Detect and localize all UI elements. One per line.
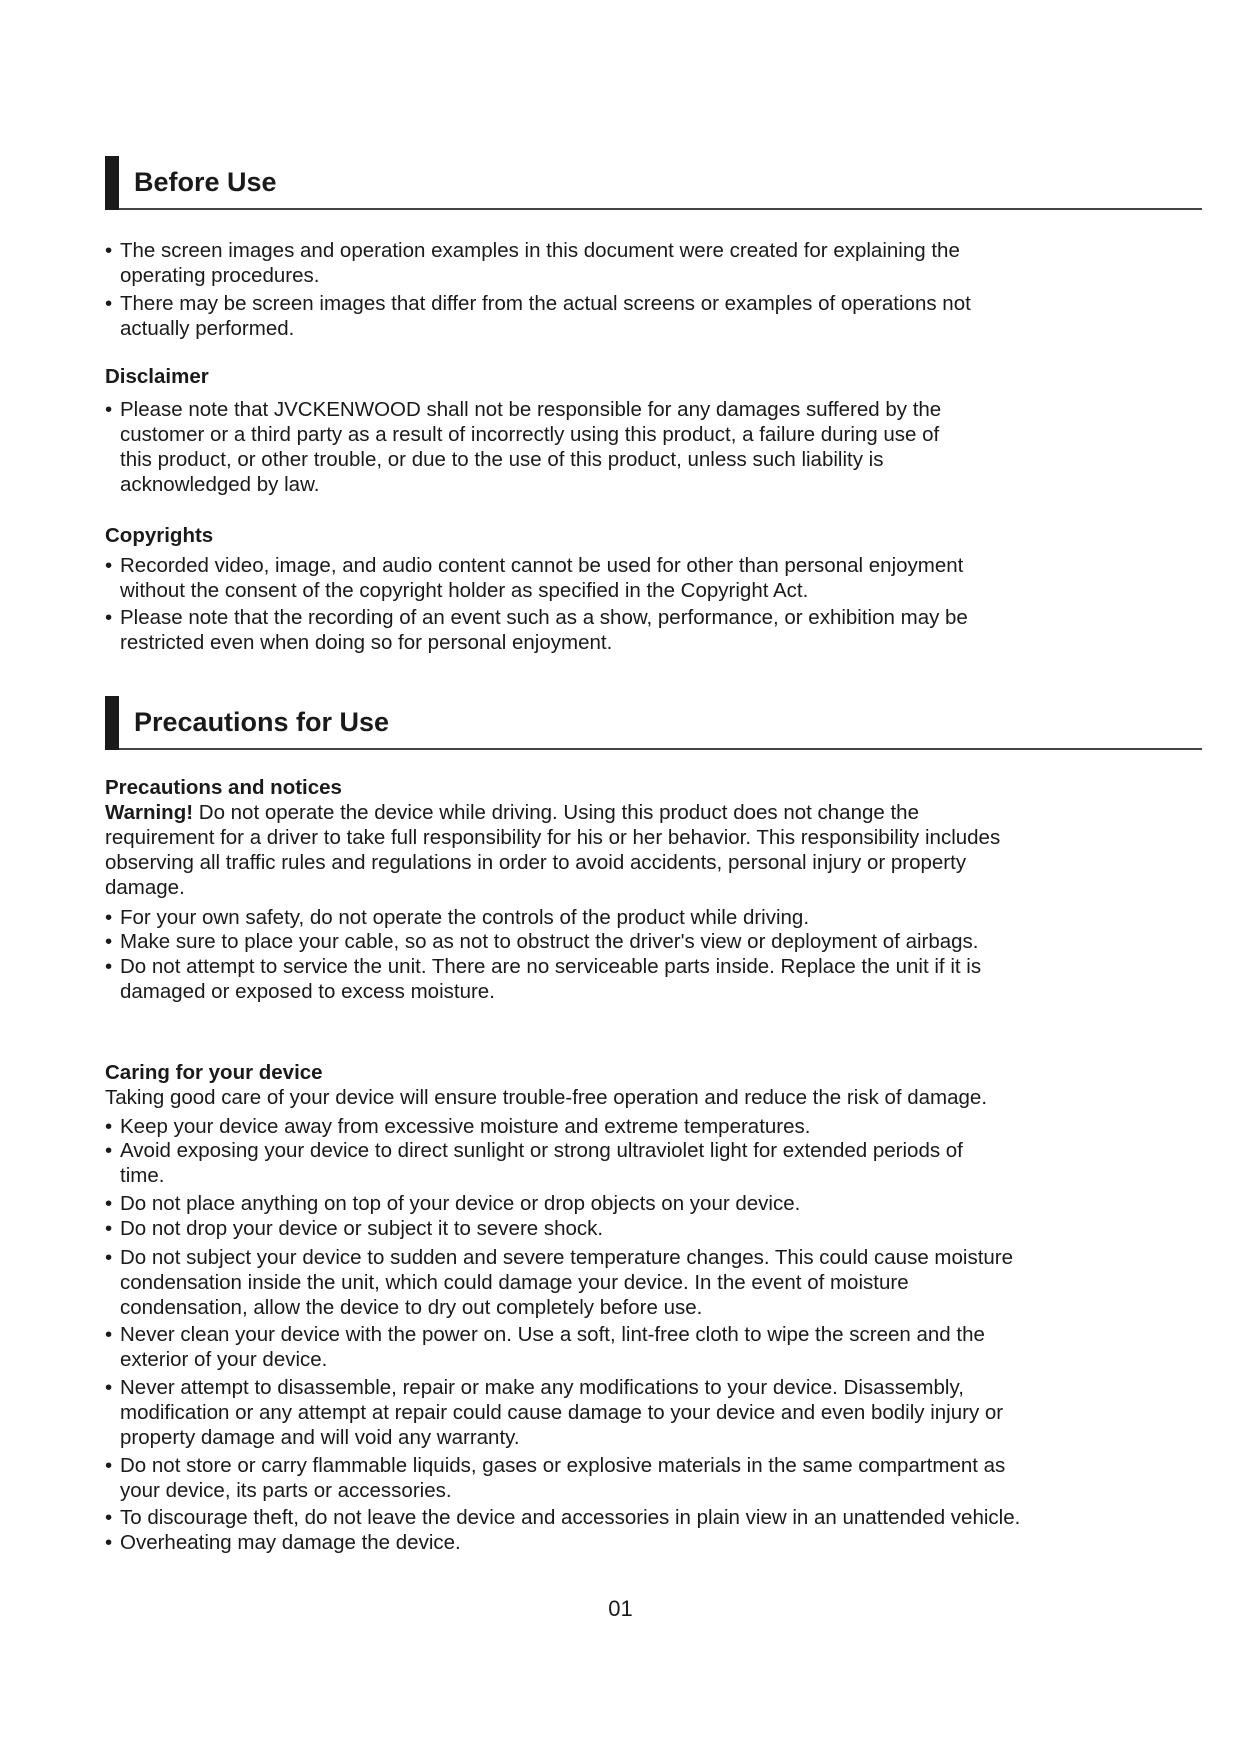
text-line: Copyrights: [105, 524, 214, 547]
text-line: without the consent of the copyright holder as specified in the Copyright Act.: [120, 579, 809, 602]
bullet-icon: •: [105, 906, 113, 929]
text-line: Avoid exposing your device to direct sunlight or strong ultraviolet light for extended periods of: [120, 1139, 963, 1162]
bullet-item: [105, 1191, 1205, 1216]
text-line: Keep your device away from excessive moisture and extreme temperatures.: [120, 1115, 811, 1138]
warning-label: Warning!: [105, 801, 194, 824]
bullet-item: [105, 954, 1205, 1004]
warning-paragraph: [105, 800, 1205, 900]
heading-bar-decoration: [105, 156, 119, 210]
text-line: Never attempt to disassemble, repair or make any modifications to your device. Disassembly,: [120, 1376, 964, 1399]
text-line: Do not place anything on top of your device or drop objects on your device.: [120, 1192, 801, 1215]
text-line: Caring for your device: [105, 1061, 323, 1084]
bullet-item: [105, 1114, 1205, 1139]
bullet-item: [105, 1505, 1205, 1530]
bullet-icon: •: [105, 1454, 113, 1477]
bullet-icon: •: [105, 1531, 113, 1554]
bullet-icon: •: [105, 1506, 113, 1529]
bullet-icon: •: [105, 1376, 113, 1399]
bullet-icon: •: [105, 1217, 113, 1240]
bullet-item: [105, 605, 1205, 655]
section-heading-text: Before Use: [134, 167, 277, 197]
bullet-item: [105, 929, 1205, 954]
text-line: Precautions and notices: [105, 776, 342, 799]
bullet-item: [105, 291, 1205, 341]
bullet-icon: •: [105, 554, 113, 577]
text-line: observing all traffic rules and regulations in order to avoid accidents, personal injury or property: [105, 851, 967, 874]
bullet-icon: •: [105, 1246, 113, 1269]
section-heading-text: Precautions for Use: [134, 707, 390, 737]
text-line: damaged or exposed to excess moisture.: [120, 980, 495, 1003]
text-line: The screen images and operation examples in this document were created for explaining the: [120, 239, 960, 262]
bullet-item: [105, 397, 1205, 497]
text-line: Recorded video, image, and audio content cannot be used for other than personal enjoyment: [120, 554, 964, 577]
text-line: There may be screen images that differ from the actual screens or examples of operations not: [120, 292, 971, 315]
bullet-item: [105, 238, 1205, 288]
bullet-item: [105, 905, 1205, 930]
bullet-icon: •: [105, 1192, 113, 1215]
text-line: Taking good care of your device will ensure trouble-free operation and reduce the risk of damage.: [105, 1086, 988, 1109]
bullet-item: [105, 1375, 1205, 1450]
subheading: [105, 364, 1205, 389]
bullet-item: [105, 1216, 1205, 1241]
text-line: property damage and will void any warranty.: [120, 1426, 520, 1449]
text-line: restricted even when doing so for personal enjoyment.: [120, 631, 613, 654]
subheading: [105, 1060, 1205, 1085]
text-line: this product, or other trouble, or due to the use of this product, unless such liability is: [120, 448, 884, 471]
bullet-icon: •: [105, 1115, 113, 1138]
text-line: requirement for a driver to take full responsibility for his or her behavior. This responsibility includes: [105, 826, 1001, 849]
text-line: Disclaimer: [105, 365, 209, 388]
heading-bar-decoration: [105, 696, 119, 750]
paragraph: [105, 1085, 1205, 1110]
text-line: [105, 800, 1205, 825]
text-line: your device, its parts or accessories.: [120, 1479, 452, 1502]
text-line: time.: [120, 1164, 165, 1187]
text-line: damage.: [105, 876, 185, 899]
text-line: For your own safety, do not operate the controls of the product while driving.: [120, 906, 810, 929]
text-line: Make sure to place your cable, so as not to obstruct the driver's view or deployment of airbags.: [120, 930, 979, 953]
bullet-icon: •: [105, 239, 113, 262]
bullet-icon: •: [105, 930, 113, 953]
text-line: Never clean your device with the power on. Use a soft, lint-free cloth to wipe the screen and the: [120, 1323, 985, 1346]
page-number: 01: [608, 1596, 633, 1621]
text-line: operating procedures.: [120, 264, 320, 287]
bullet-icon: •: [105, 292, 113, 315]
text-line: acknowledged by law.: [120, 473, 320, 496]
text-line: Please note that JVCKENWOOD shall not be responsible for any damages suffered by the: [120, 398, 942, 421]
section-heading: [105, 696, 1202, 750]
text-line: customer or a third party as a result of incorrectly using this product, a failure during use of: [120, 423, 940, 446]
bullet-item: [105, 1322, 1205, 1372]
bullet-item: [105, 1453, 1205, 1503]
bullet-item: [105, 553, 1205, 603]
subheading: [105, 523, 1205, 548]
text-line: exterior of your device.: [120, 1348, 328, 1371]
warning-text: Do not operate the device while driving. Using this product does not change the: [193, 801, 919, 824]
text-line: modification or any attempt at repair could cause damage to your device and even bodily injury or: [120, 1401, 1004, 1424]
text-line: Do not subject your device to sudden and severe temperature changes. This could cause moisture: [120, 1246, 1014, 1269]
text-line: Overheating may damage the device.: [120, 1531, 461, 1554]
bullet-icon: •: [105, 955, 113, 978]
subheading: [105, 775, 1205, 800]
text-line: Do not attempt to service the unit. There are no serviceable parts inside. Replace the unit if it is: [120, 955, 982, 978]
text-line: Do not store or carry flammable liquids, gases or explosive materials in the same compartment as: [120, 1454, 1006, 1477]
bullet-icon: •: [105, 1323, 113, 1346]
text-line: Please note that the recording of an event such as a show, performance, or exhibition may be: [120, 606, 968, 629]
section-heading: [105, 156, 1202, 210]
text-line: condensation, allow the device to dry out completely before use.: [120, 1296, 703, 1319]
bullet-icon: •: [105, 606, 113, 629]
text-line: Do not drop your device or subject it to severe shock.: [120, 1217, 604, 1240]
bullet-icon: •: [105, 398, 113, 421]
bullet-item: [105, 1530, 1205, 1555]
bullet-item: [105, 1245, 1205, 1320]
bullet-item: [105, 1138, 1205, 1188]
text-line: actually performed.: [120, 317, 295, 340]
text-line: condensation inside the unit, which could damage your device. In the event of moisture: [120, 1271, 909, 1294]
bullet-icon: •: [105, 1139, 113, 1162]
text-line: To discourage theft, do not leave the device and accessories in plain view in an unattended vehicle.: [120, 1506, 1021, 1529]
